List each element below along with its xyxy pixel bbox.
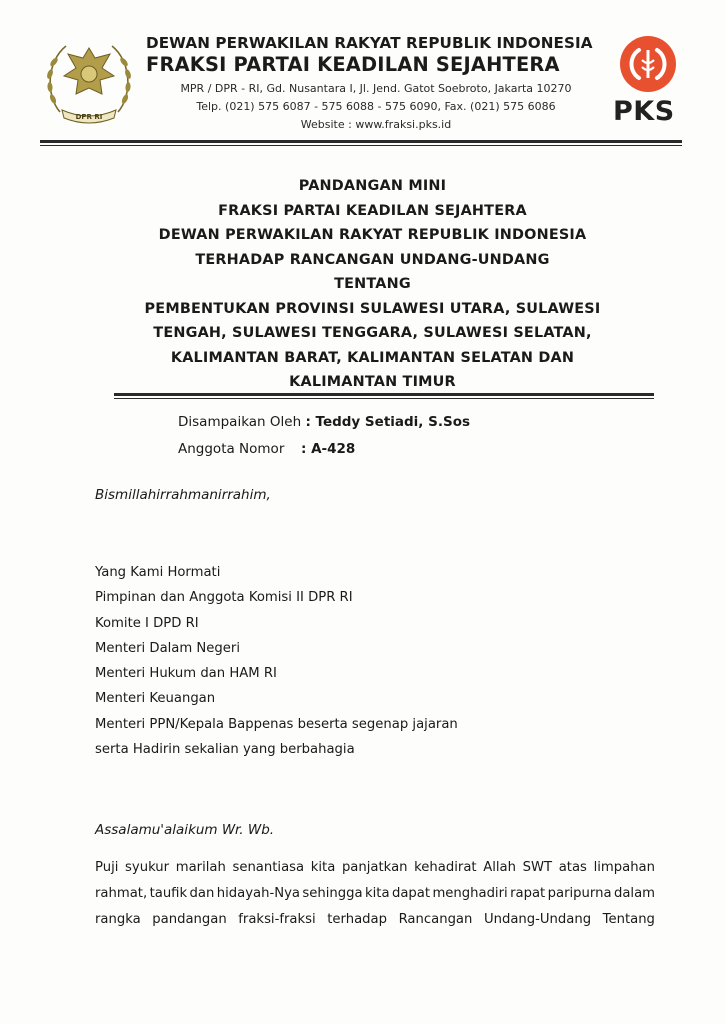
- letterhead-website: Website : www.fraksi.pks.id: [300, 118, 452, 131]
- paragraph-line: rangka pandangan fraksi-fraksi terhadap Rancangan Undang-Undang Tentang: [95, 912, 655, 927]
- title-line: PANDANGAN MINI: [298, 178, 447, 194]
- list-item: Yang Kami Hormati: [95, 565, 221, 580]
- letterhead-address: MPR / DPR - RI, Gd. Nusantara I, Jl. Jend. Gatot Soebroto, Jakarta 10270: [180, 82, 572, 95]
- letterhead-phone: Telp. (021) 575 6087 - 575 6088 - 575 6090, Fax. (021) 575 6086: [196, 100, 556, 113]
- delivered-by: [178, 414, 470, 430]
- title-divider-thin: [114, 398, 654, 399]
- letterhead: [146, 34, 606, 134]
- title-line: TENGAH, SULAWESI TENGGARA, SULAWESI SELATAN,: [153, 325, 592, 341]
- emblem-text: DPR RI: [75, 113, 103, 121]
- body-paragraph: [95, 855, 655, 933]
- title-line: TENTANG: [334, 276, 411, 292]
- list-item: Menteri Hukum dan HAM RI: [95, 666, 277, 682]
- paragraph-line: Puji syukur marilah senantiasa kita panjatkan kehadirat Allah SWT atas limpahan: [95, 860, 655, 875]
- letterhead-institution: DEWAN PERWAKILAN RAKYAT REPUBLIK INDONESIA: [146, 34, 593, 52]
- letterhead-divider-thin: [40, 145, 682, 146]
- title-line: KALIMANTAN TIMUR: [289, 374, 456, 390]
- bismillah: Bismillahirrahmanirrahim,: [95, 487, 271, 503]
- delivered-by-value: : Teddy Setiadi, S.Sos: [305, 414, 471, 430]
- list-item: Menteri Dalam Negeri: [95, 640, 240, 656]
- paragraph-line: rahmat, taufik dan hidayah-Nya sehingga kita dapat menghadiri rapat paripurna dalam: [95, 886, 655, 901]
- list-item: Menteri Keuangan: [95, 691, 216, 707]
- title-line: KALIMANTAN BARAT, KALIMANTAN SELATAN DAN: [170, 349, 575, 366]
- member-number-label: Anggota Nomor: [178, 441, 285, 457]
- list-item: serta Hadirin sekalian yang berbahagia: [95, 742, 355, 758]
- salam: Assalamu'alaikum Wr. Wb.: [95, 822, 275, 838]
- document-title: [90, 174, 655, 395]
- title-divider: [114, 393, 654, 396]
- addressee-list: [95, 560, 458, 762]
- pks-logo-text: PKS: [613, 96, 675, 127]
- list-item: Komite I DPD RI: [95, 615, 199, 631]
- member-number-value: : A-428: [300, 441, 356, 457]
- title-line: FRAKSI PARTAI KEADILAN SEJAHTERA: [218, 202, 527, 219]
- letterhead-faction: FRAKSI PARTAI KEADILAN SEJAHTERA: [146, 53, 560, 76]
- list-item: Menteri PPN/Kepala Bappenas beserta segenap jajaran: [95, 716, 458, 732]
- title-line: DEWAN PERWAKILAN RAKYAT REPUBLIK INDONESIA: [158, 227, 587, 243]
- list-item: Pimpinan dan Anggota Komisi II DPR RI: [95, 590, 353, 606]
- title-line: PEMBENTUKAN PROVINSI SULAWESI UTARA, SULAWESI: [144, 300, 601, 317]
- member-number: [178, 441, 355, 457]
- dpr-emblem-icon: [40, 32, 138, 130]
- letterhead-divider: [40, 140, 682, 143]
- title-line: TERHADAP RANCANGAN UNDANG-UNDANG: [195, 251, 550, 268]
- delivered-by-label: Disampaikan Oleh: [178, 414, 302, 430]
